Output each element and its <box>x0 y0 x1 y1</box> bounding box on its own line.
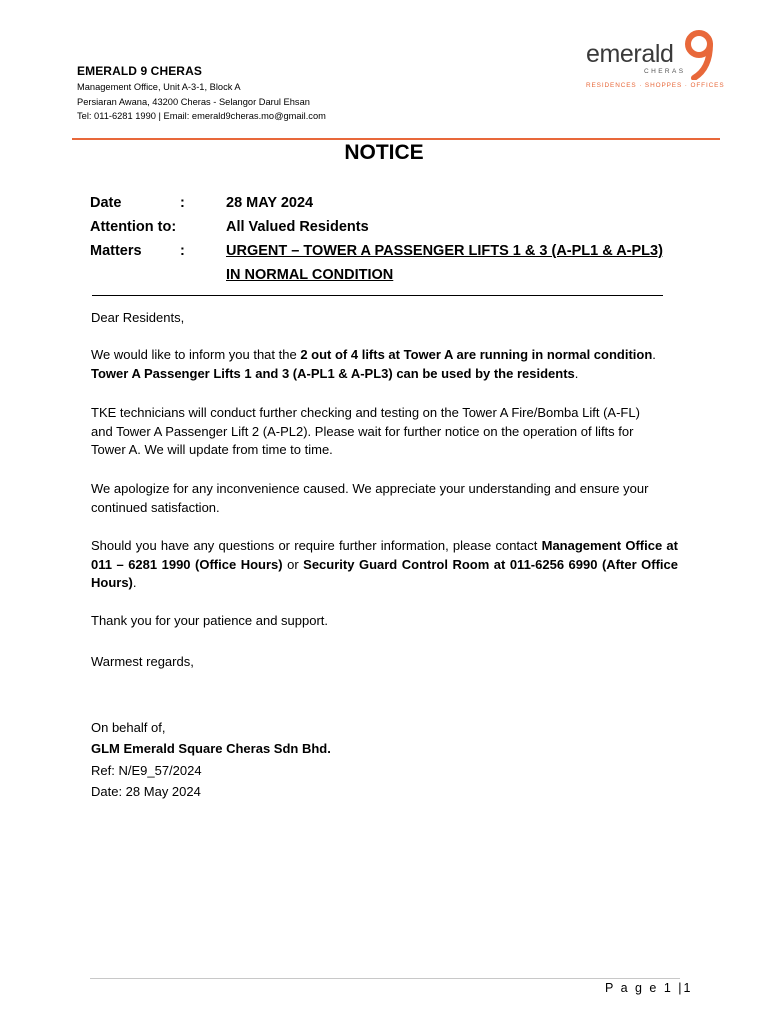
header-divider <box>72 138 720 140</box>
text-line: Tower A. We will update from time to time. <box>91 442 333 458</box>
reference-number: Ref: N/E9_57/2024 <box>91 763 202 778</box>
text-bold: Office at 011 – 6281 1990 (Office Hours) <box>91 538 678 572</box>
text-bold: Security Guard Control Room at 011-6256 6990 <box>303 556 598 572</box>
paragraph-apology <box>91 480 678 517</box>
attention-value: All Valued Residents <box>226 219 369 235</box>
date-value: 28 MAY 2024 <box>226 195 314 211</box>
text: Should you have any questions or require further information, please contact <box>91 538 542 553</box>
paragraph-lift-status <box>91 346 678 383</box>
paragraph-contact <box>91 537 678 593</box>
footer-divider <box>90 978 680 979</box>
text-line: and Tower A Passenger Lift 2 (A-PL2). Please wait for further notice on the operation of lifts for <box>91 423 634 439</box>
contact-line: Tel: 011-6281 1990 | Email: emerald9cheras.mo@gmail.com <box>77 111 326 121</box>
date-label: Date <box>90 195 122 211</box>
text: . <box>132 575 137 591</box>
text-bold: 2 out of 4 lifts at Tower A are running in normal condition <box>300 347 653 362</box>
attention-label: Attention to: <box>90 219 177 235</box>
meta-divider <box>92 295 663 296</box>
text-bold: Management <box>541 538 622 553</box>
signature-date: Date: 28 May 2024 <box>91 784 201 799</box>
page-number: P a g e 1 |1 <box>605 981 693 995</box>
logo-nine-icon <box>682 28 718 80</box>
logo-tagline: RESIDENCES · SHOPPES · OFFICES <box>586 82 725 89</box>
date-colon: : <box>180 195 185 211</box>
company-name: GLM Emerald Square Cheras Sdn Bhd. <box>91 741 331 756</box>
text-line: TKE technicians will conduct further checking and testing on the Tower A Fire/Bomba Lift (A-FL) <box>91 405 640 420</box>
org-name: EMERALD 9 CHERAS <box>77 64 202 78</box>
matters-label: Matters <box>90 243 142 259</box>
address-line-1: Management Office, Unit A-3-1, Block A <box>77 82 241 92</box>
paragraph-technicians <box>91 404 678 460</box>
text: . <box>652 347 656 362</box>
matters-line-2: IN NORMAL CONDITION <box>226 267 394 283</box>
text: or <box>282 556 304 572</box>
page-title: NOTICE <box>344 141 424 164</box>
matters-colon: : <box>180 243 185 259</box>
text: We would like to inform you that the <box>91 347 301 362</box>
text-bold: Tower A Passenger Lifts 1 and 3 (A-PL1 & A-PL3) can be used by the residents <box>91 365 575 381</box>
text: . <box>574 365 579 381</box>
greeting: Dear Residents, <box>91 310 185 325</box>
logo-word: emerald <box>586 40 674 68</box>
thanks-line: Thank you for your patience and support. <box>91 613 329 628</box>
text-line: continued satisfaction. <box>91 499 220 515</box>
logo-cheras: CHERAS <box>644 68 686 75</box>
on-behalf-line: On behalf of, <box>91 720 166 735</box>
address-line-2: Persiaran Awana, 43200 Cheras - Selangor Darul Ehsan <box>77 97 310 107</box>
regards-line: Warmest regards, <box>91 654 194 669</box>
text-bold: (After Office Hours) <box>91 556 678 591</box>
text-line: We apologize for any inconvenience caused. We appreciate your understanding and ensure your <box>91 481 649 496</box>
matters-line-1: URGENT – TOWER A PASSENGER LIFTS 1 & 3 (A-PL1 & A-PL3) <box>226 243 663 259</box>
emerald9-logo <box>586 28 726 98</box>
